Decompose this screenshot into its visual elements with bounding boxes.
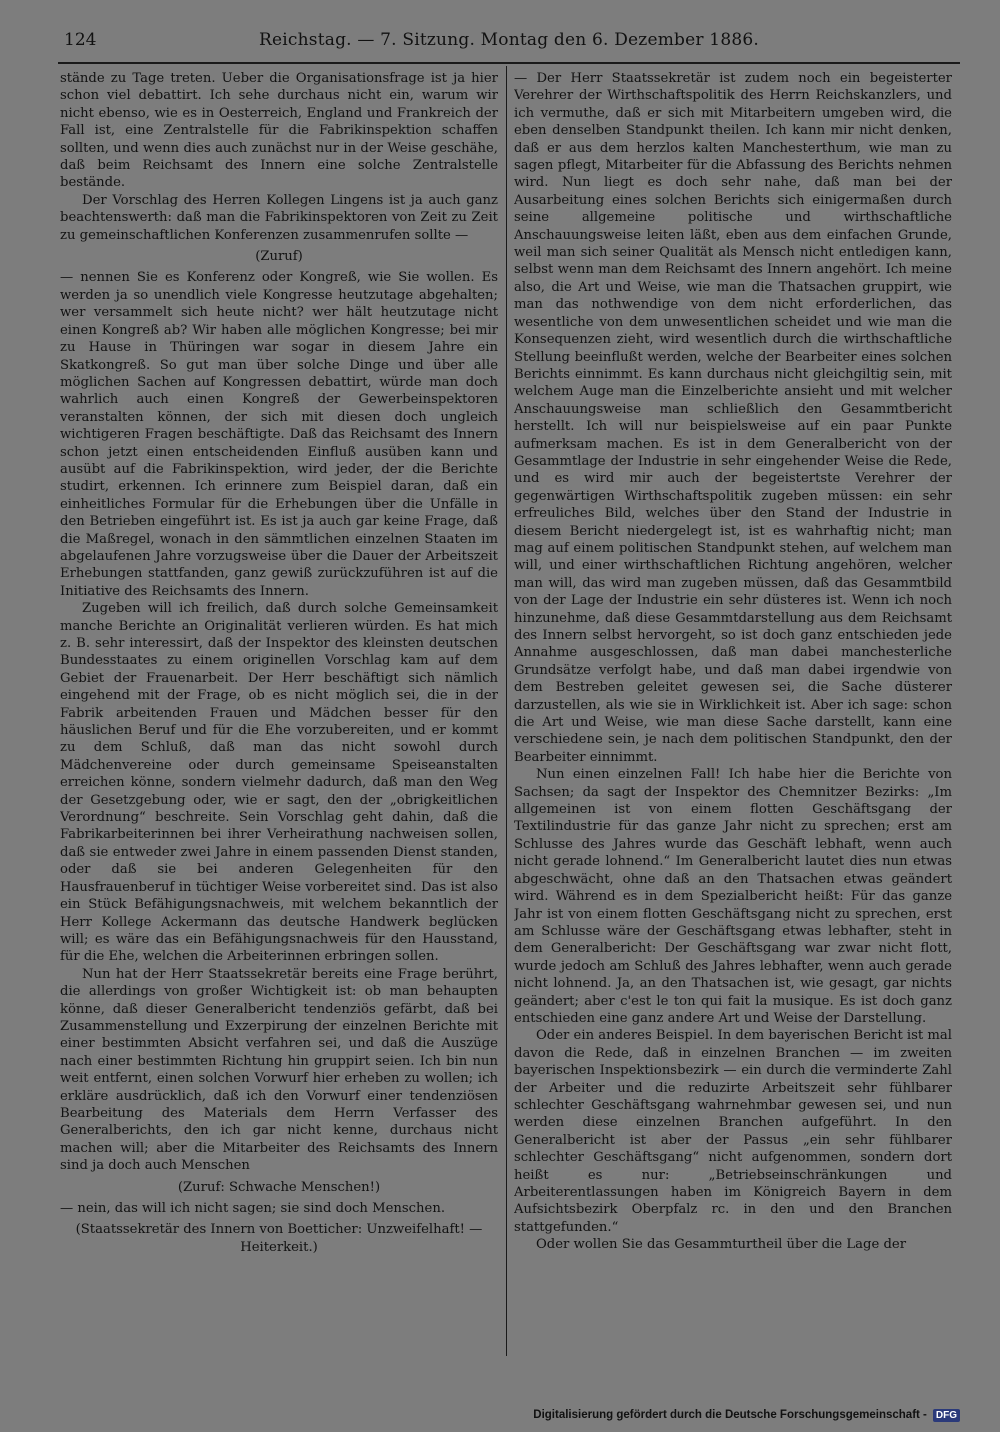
- paragraph: Nun hat der Herr Staatssekretär bereits eine Frage berührt, die allerdings von großer Wichtigkeit ist: ob man behaupten könne, daß dieser Generalbericht tendenziös gefärbt, daß bei Zusammenstellung und Exzerpirung der einzelnen Berichte mit einer bestimmten Absicht verfahren sei, und daß die Auszüge nach einer bestimmten Richtung hin gruppirt seien. Ich bin nun weit entfernt, einen solchen Vorwurf hier erheben zu wollen; ich erkläre ausdrücklich, daß ich den Vorwurf einer tendenziösen Bearbeitung des Materials dem Herrn Verfasser des Generalberichts, den ich gar nicht kenne, durchaus nicht machen will; aber die Mitarbeiter des Reichsamts des Innern sind ja doch auch Menschen: [60, 966, 498, 1174]
- interjection: (Zuruf: Schwache Menschen!): [177, 1179, 381, 1195]
- footer-text: Digitalisierung gefördert durch die Deutsche Forschungsgemeinschaft -: [533, 1409, 927, 1421]
- digitization-footer: [533, 1406, 960, 1424]
- paragraph: stände zu Tage treten. Ueber die Organisationsfrage ist ja hier schon viel debattirt. Ich sehe durchaus nicht ein, warum wir nicht ebenso, wie es in Oesterreich, England und Frankreich der Fall ist, eine Zentralstelle für die Fabrikinspektion schaffen sollten, und wenn dies auch zunächst nur in der Weise geschähe, daß beim Reichsamt des Innern eine solche Zentralstelle bestände.: [60, 71, 498, 191]
- interjection: (Staatssekretär des Innern von Boetticher: Unzweifelhaft! — Heiterkeit.): [75, 1222, 483, 1255]
- paragraph: Oder wollen Sie das Gesammturtheil über die Lage der: [536, 1237, 907, 1253]
- paragraph: — Der Herr Staatssekretär ist zudem noch ein begeisterter Verehrer der Wirthschaftspolitik des Herrn Reichskanzlers, und ich vermuthe, daß er sich mit Mitarbeitern umgeben wird, die eben denselben Standpunkt theilen. Ich kann mir nicht denken, daß er aus dem herzlos kalten Manchesterthum, wie man zu sagen pflegt, Mitarbeiter für die Abfassung des Berichts nehmen wird. Nun liegt es doch sehr nahe, daß man bei der Ausarbeitung eines solchen Berichts sich einigermaßen durch seine allgemeine politische und wirthschaftliche Anschauungsweise leiten läßt, eben aus dem einfachen Grunde, weil man sich seiner Qualität als Mensch nicht entledigen kann, selbst wenn man dem Reichsamt des Innern angehört. Ich meine also, die Art und Weise, wie man die Thatsachen gruppirt, wie man das nothwendige von dem nicht erforderlichen, das wesentliche von dem unwesentlichen scheidet und wie man die Konsequenzen zieht, wird wesentlich durch die wirthschaftliche Stellung beeinflußt werden, welche der Bearbeiter eines solchen Berichts einnimmt. Es kann durchaus nicht gleichgiltig sein, mit welchem Auge man die Einzelberichte ansieht und mit welcher Anschauungsweise man schließlich den Gesammtbericht herstellt. Ich will nur beispielsweise auf ein paar Punkte aufmerksam machen. Es ist in dem Generalbericht von der Gesammtlage der Industrie in sehr eingehender Weise die Rede, und es wird mir auch der begeistertste Verehrer der gegenwärtigen Wirthschaftspolitik zugeben müssen: ein sehr erfreuliches Bild, welches über den Stand der Industrie in diesem Bericht niedergelegt ist, ist es wahrhaftig nicht; man mag auf einem politischen Standpunkt stehen, auf welchem man will, und einer wirthschaftlichen Richtung angehören, welcher man will, das wird man zugeben müssen, daß das Gesammtbild von der Lage der Industrie ein sehr düsteres ist. Wenn ich noch hinzunehme, daß diese Gesammtdarstellung aus dem Reichsamt des Innern selbst hervorgeht, so ist doch ganz entschieden jede Annahme ausgeschlossen, daß man dabei manchesterliche Grundsätze verfolgt habe, und daß man dabei irgendwie von dem Bestreben geleitet gewesen sei, die Sache düsterer darzustellen, als wie sie in Wirklichkeit ist. Aber ich sage: schon die Art und Weise, wie man diese Sache darstellt, kann eine verschiedene sein, je nach dem politischen Standpunkt, den der Bearbeiter einnimmt.: [514, 71, 952, 765]
- column-divider: [506, 66, 507, 1356]
- paragraph: Oder ein anderes Beispiel. In dem bayerischen Bericht ist mal davon die Rede, daß in einzelnen Branchen — im zweiten bayerischen Inspektionsbezirk — ein durch die verminderte Zahl der Arbeiter und die reduzirte Arbeitszeit sehr fühlbarer schlechter Geschäftsgang wahrnehmbar gewesen sei, und nun werden diese einzelnen Branchen aufgeführt. In den Generalbericht ist aber der Passus „ein sehr fühlbarer schlechter Geschäftsgang“ nicht aufgenommen, sondern dort heißt es nur: „Betriebseinschränkungen und Arbeiterentlassungen haben im Königreich Bayern in dem Aufsichtsbezirk Oberpfalz rc. in den und den Branchen stattgefunden.“: [514, 1028, 952, 1235]
- interjection: (Zuruf): [255, 249, 303, 265]
- running-title: Reichstag. — 7. Sitzung. Montag den 6. Dezember 1886.: [259, 30, 759, 50]
- paragraph: — nein, das will ich nicht sagen; sie sind doch Menschen.: [60, 1201, 446, 1216]
- right-column: [514, 70, 952, 1360]
- header-rule: [58, 62, 960, 64]
- page-header: [58, 30, 960, 56]
- paragraph: Nun einen einzelnen Fall! Ich habe hier die Berichte von Sachsen; da sagt der Inspektor des Chemnitzer Bezirks: „Im allgemeinen ist von einem flotten Geschäftsgang der Textilindustrie für das ganze Jahr nicht zu sprechen; erst am Schlusse des Jahres wurde das Geschäft lebhaft, wenn auch nicht gerade lohnend.“ Im Generalbericht lautet dies nun etwas abgeschwächt, ohne daß an den Thatsachen etwas geändert wird. Während es in dem Spezialbericht heißt: Für das ganze Jahr ist von einem flotten Geschäftsgang nicht zu sprechen, erst am Schlusse wäre der Geschäftsgang etwas lebhafter, steht in dem Generalbericht: Der Geschäftsgang war zwar nicht flott, wurde jedoch am Schluß des Jahres lebhafter, wenn auch gerade nicht lohnend. Ja, an den Thatsachen ist, wie gesagt, gar nichts geändert; aber c'est le ton qui fait la musique. Es ist doch ganz entschieden eine ganz andere Art und Weise der Darstellung.: [514, 767, 952, 1026]
- dfg-logo-icon: DFG: [933, 1409, 960, 1422]
- paragraph: Der Vorschlag des Herren Kollegen Lingens ist ja auch ganz beachtenswerth: daß man die Fabrikinspektoren von Zeit zu Zeit zu gemeinschaftlichen Konferenzen zusammenrufen sollte —: [60, 192, 498, 243]
- left-column: [60, 70, 498, 1360]
- paragraph: Zugeben will ich freilich, daß durch solche Gemeinsamkeit manche Berichte an Originalität verlieren würden. Es hat mich z. B. sehr interessirt, daß der Inspektor des kleinsten deutschen Bundesstaates zu einem originellen Vorschlag kam auf dem Gebiet der Frauenarbeit. Der Herr beschäftigt sich nämlich eingehend mit der Frage, ob es nicht möglich sei, die in der Fabrik arbeitenden Frauen und Mädchen besser für den häuslichen Beruf und für die Ehe vorzubereiten, und er kommt zu dem Schluß, daß man das nicht sowohl durch Mädchenvereine oder durch gemeinsame Speiseanstalten erreichen könne, sondern vielmehr dadurch, daß man den Weg der Gesetzgebung oder, wie er sagt, den der „obrigkeitlichen Verordnung“ beschreite. Sein Vorschlag geht dahin, daß die Fabrikarbeiterinnen bei ihrer Verheirathung nachweisen sollen, daß sie entweder zwei Jahre in einem passenden Dienst standen, oder daß sie bei anderen Gelegenheiten für den Hausfrauenberuf in tüchtiger Weise vorbereitet sind. Das ist also ein Stück Befähigungsnachweis, mit welchem bekanntlich der Herr Kollege Ackermann das deutsche Handwerk beglücken will; es wäre das ein Befähigungsnachweis für den Hausstand, für die Ehe, welchen die Arbeiterinnen erbringen sollen.: [60, 601, 498, 965]
- page-number: 124: [64, 30, 97, 50]
- document-page: [58, 22, 960, 1402]
- paragraph: — nennen Sie es Konferenz oder Kongreß, wie Sie wollen. Es werden ja so unendlich viele Kongresse heutzutage abgehalten; wer versammelt sich heute nicht? wer hält heutzutage nicht einen Kongreß ab? Wir haben alle möglichen Kongresse; bei mir zu Hause in Thüringen war sogar in diesem Jahre ein Skatkongreß. So gut man über solche Dinge und über alle möglichen Sachen auf Kongressen debattirt, würde man doch wahrlich auch einen Kongreß der Gewerbeinspektoren veranstalten können, der sich mit diesen doch ungleich wichtigeren Fragen beschäftigte. Daß das Reichsamt des Innern schon jetzt einen entscheidenden Einfluß ausüben kann und ausübt auf die Fabrikinspektion, wird jeder, der die Berichte studirt, erkennen. Ich erinnere zum Beispiel daran, daß ein einheitliches Formular für die Erhebungen über die Unfälle in den Betrieben eingeführt ist. Es ist ja auch gar keine Frage, daß die Maßregel, wonach in den sämmtlichen einzelnen Staaten im abgelaufenen Jahre vorzugsweise über die Dauer der Arbeitszeit Erhebungen stattfanden, ganz gewiß zurückzuführen ist auf die Initiative des Reichsamts des Innern.: [60, 270, 498, 599]
